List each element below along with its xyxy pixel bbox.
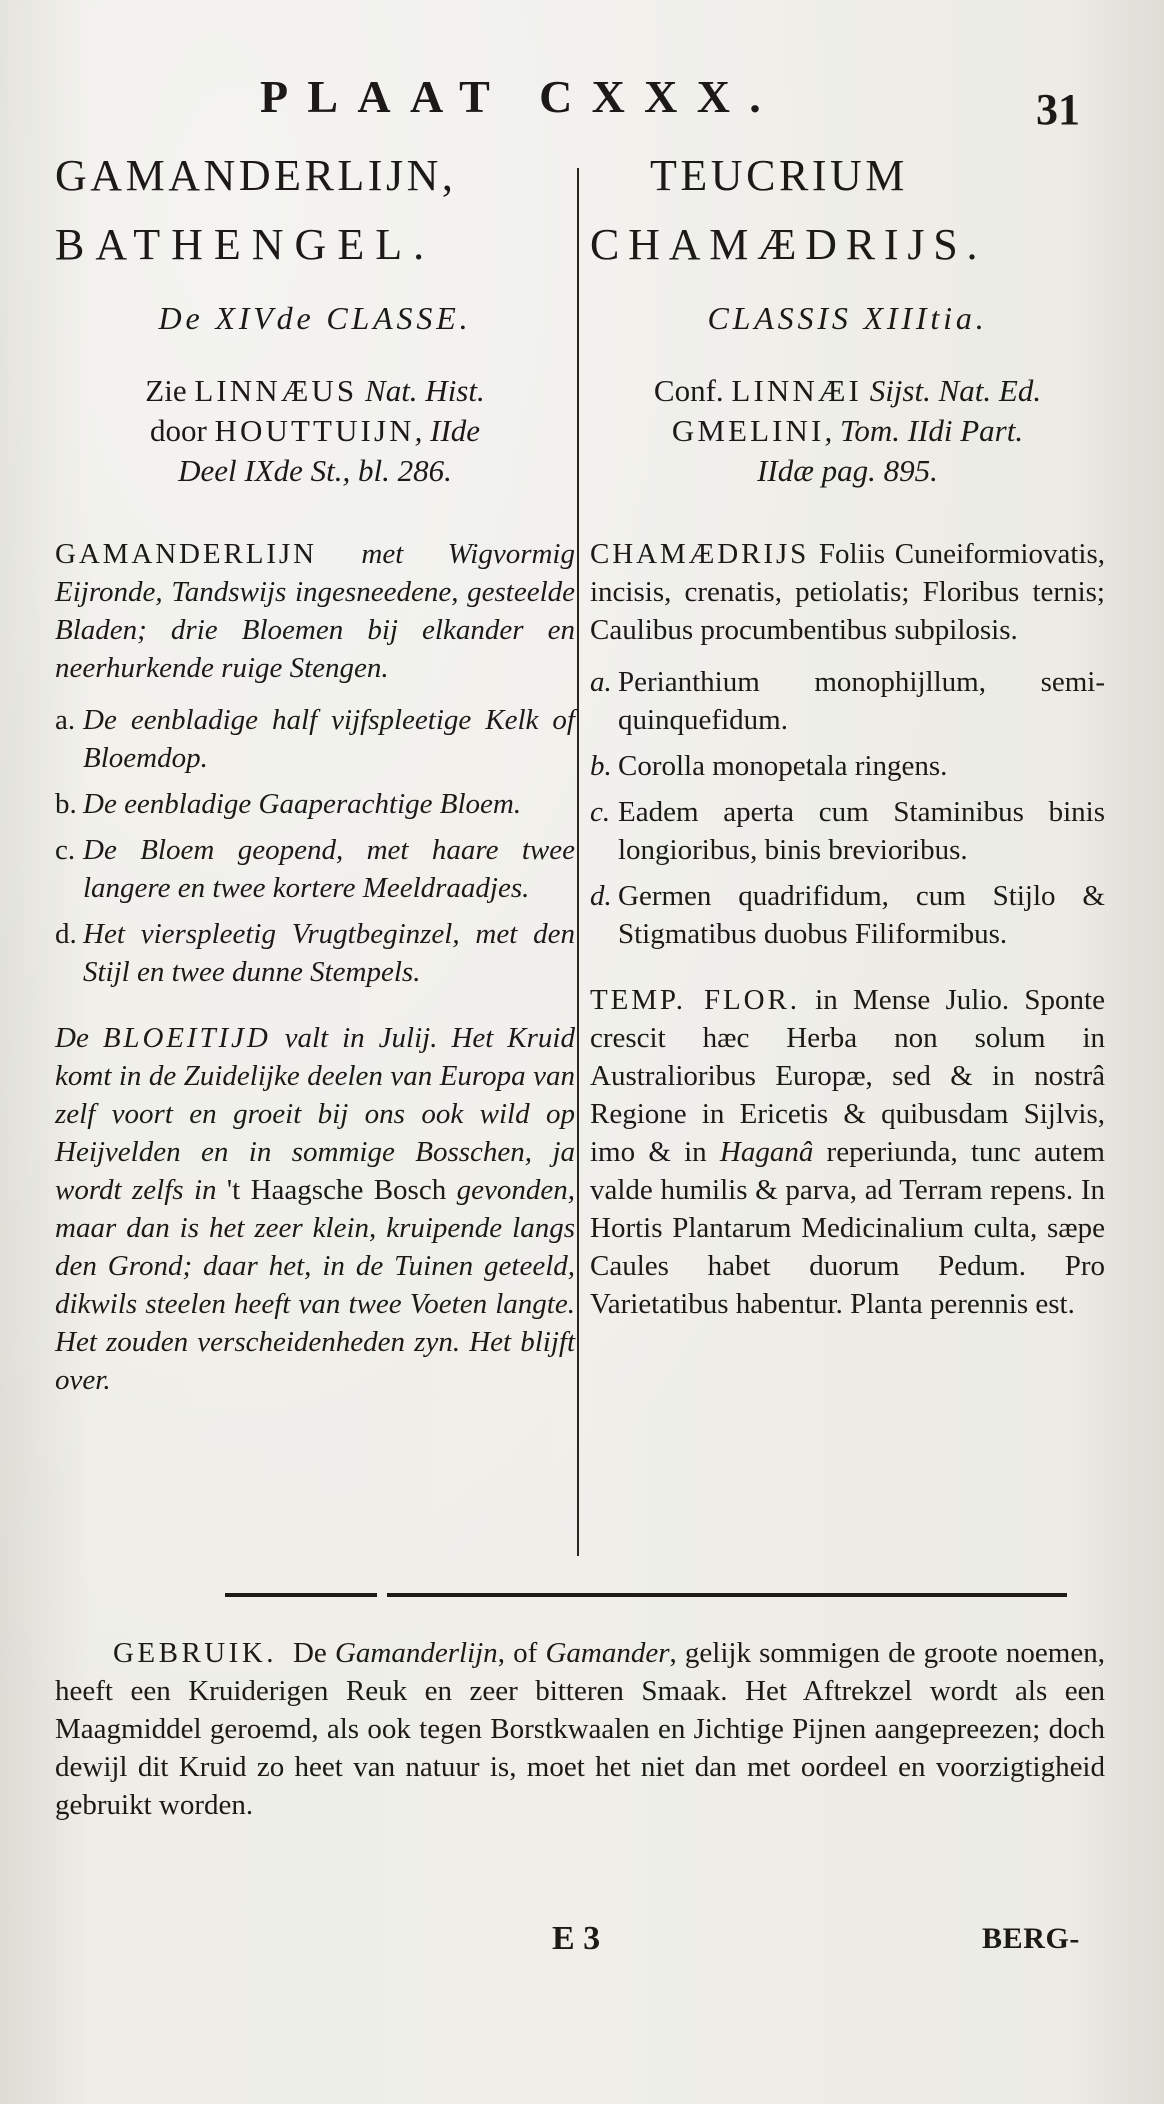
catchword: BERG- <box>982 1922 1081 1955</box>
rule-short <box>225 1593 377 1597</box>
dutch-name-secondary: BATHENGEL. <box>55 220 436 269</box>
latin-name-species: CHAMÆDRIJS. <box>590 220 987 269</box>
figure-item-b: b. De eenbladige Gaaperachtige Bloem. <box>55 788 522 820</box>
dutch-class: De XIVde CLASSE. <box>158 300 472 336</box>
usage-paragraph: GEBRUIK. De Gamanderlijn, of Gamander, gelijk sommigen de groote noemen, heeft een Kruiderigen Reuk en zeer bitteren Smaak. Het Aftrekzel wordt als een Maagmiddel geroemd, als ook tegen Borstkwaalen en Jichtige Pijnen aangepreezen; doch dewijl dit Kruid zo heet van natuur is, moet het niet dan met oordeel en voorzigtigheid gebruikt worden. <box>55 1637 1105 1821</box>
author-gmelini: GMELINI <box>671 413 825 448</box>
figure-item-c: c. Eadem aperta cum Staminibus binis longioribus, binis brevioribus. <box>590 796 1105 866</box>
dutch-column <box>55 150 575 1399</box>
latin-flowering-text: TEMP. FLOR. in Mense Julio. Sponte crescit hæc Herba non solum in Australioribus Europæ, sed & in nostrâ Regione in Ericetis & quibusdam Sijlvis, imo & in Haganâ reperiunda, tunc autem valde humilis & parva, ad Terram repens. In Hortis Plantarum Medicinalium culta, sæpe Caules habet duorum Pedum. Pro Varietatibus habentur. Planta perennis est. <box>590 984 1105 1320</box>
latin-name-genus: TEUCRIUM <box>650 151 908 200</box>
figure-item-a: a. Perianthium monophijllum, semi-quinquefidum. <box>590 666 1105 736</box>
signature-mark: E 3 <box>552 1920 601 1957</box>
author-linnaeus: LINNÆUS <box>194 373 358 408</box>
latin-description: CHAMÆDRIJS Foliis Cuneiformiovatis, incisis, crenatis, petiolatis; Floribus ternis; Caulibus procumbentibus subpilosis. <box>590 538 1105 646</box>
latin-reference: Conf. LINNÆI Sijst. Nat. Ed. GMELINI, Tom. IIdi Part. IIdæ pag. 895. <box>653 373 1042 488</box>
figure-item-d: d. Het vierspleetig Vrugtbeginzel, met den Stijl en twee dunne Stempels. <box>55 918 575 988</box>
latin-figure-list <box>590 663 1105 953</box>
dutch-figure-list <box>55 701 575 991</box>
author-linnaei: LINNÆI <box>731 373 862 408</box>
author-houttuijn: HOUTTUIJN <box>214 413 415 448</box>
dutch-flowering-text: De BLOEITIJD valt in Julij. Het Kruid komt in de Zuidelijke deelen van Europa van zelf voort en groeit bij ons ook wild op Heijvelden en in sommige Bosschen, ja wordt zelfs in 't Haagsche Bosch gevonden, maar dan is het zeer klein, kruipende langs den Grond; daar het, in de Tuinen geteeld, dikwils steelen heeft van twee Voeten langte. Het zouden verscheidenheden zyn. Het blijft over. <box>55 1022 575 1396</box>
latin-class: CLASSIS XIIItia. <box>707 300 988 336</box>
plate-title: PLAAT CXXX. <box>260 71 781 122</box>
column-divider <box>577 168 579 1556</box>
figure-item-a: a. De eenbladige half vijfspleetige Kelk of Bloemdop. <box>55 704 575 774</box>
page-number: 31 <box>1036 85 1080 134</box>
figure-item-d: d. Germen quadrifidum, cum Stijlo & Stigmatibus duobus Filiformibus. <box>590 880 1105 950</box>
figure-item-c: c. De Bloem geopend, met haare twee langere en twee kortere Meeldraadjes. <box>55 834 575 904</box>
dutch-description: GAMANDERLIJN met Wigvormig Eijronde, Tandswijs ingesneedene, gesteelde Bladen; drie Bloemen bij elkander en neerhurkende ruige Stengen. <box>55 538 575 684</box>
dutch-name-primary: GAMANDERLIJN, <box>55 151 457 200</box>
latin-column <box>590 150 1105 1323</box>
figure-item-b: b. Corolla monopetala ringens. <box>590 750 948 782</box>
dutch-reference: Zie LINNÆUS Nat. Hist. door HOUTTUIJN, IIde Deel IXde St., bl. 286. <box>145 373 485 488</box>
rule-long <box>387 1593 1067 1597</box>
